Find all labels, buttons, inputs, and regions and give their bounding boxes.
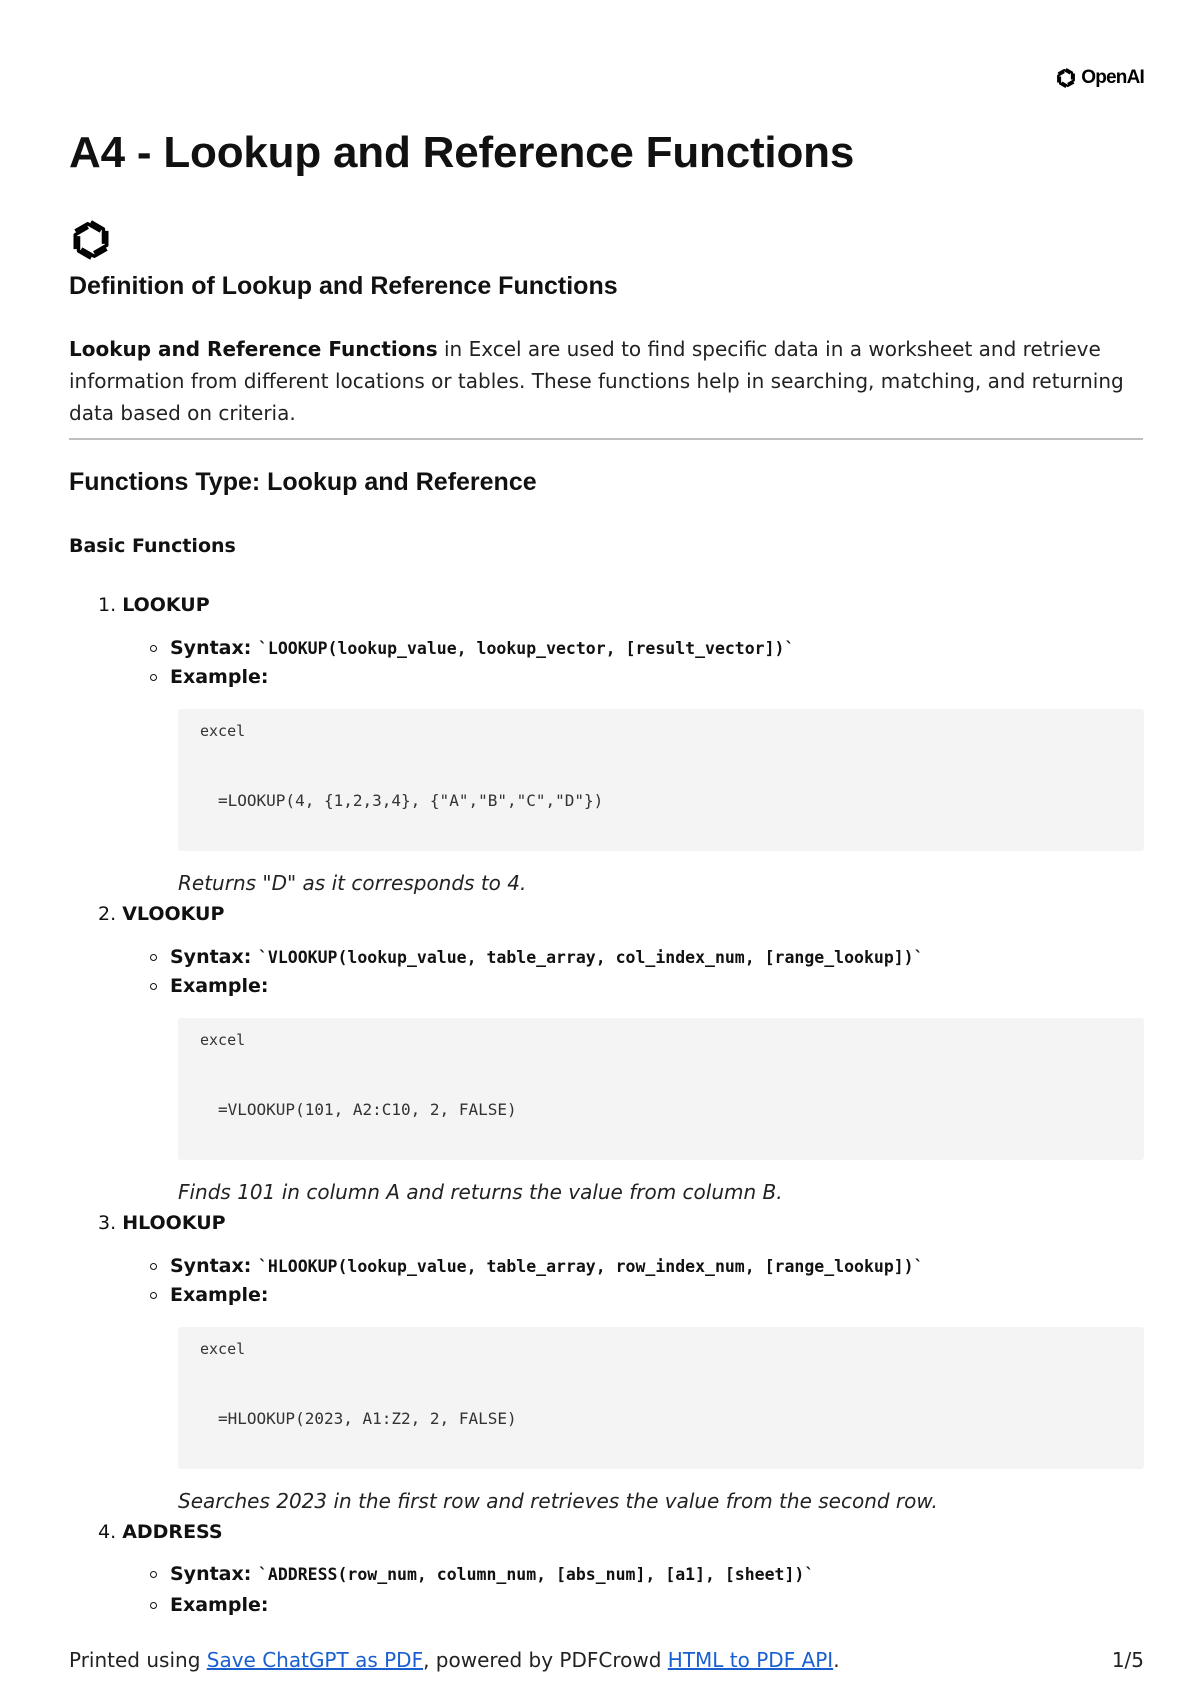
example-label: Example <box>170 1594 261 1616</box>
definition-paragraph <box>69 333 1149 429</box>
function-title-vlookup <box>98 903 224 925</box>
code-block-hlookup[interactable] <box>178 1327 1144 1469</box>
function-name: VLOOKUP <box>122 903 225 925</box>
list-number: 4. <box>98 1521 117 1543</box>
syntax-bullet-vlookup: Syntax : `VLOOKUP(lookup_value, table_array, col_index_num, [range_lookup])` <box>150 946 924 968</box>
logo-wordmark: OpenAI <box>1081 67 1144 88</box>
list-number: 3. <box>98 1212 117 1234</box>
circle-bullet-icon <box>150 674 157 681</box>
circle-bullet-icon <box>150 645 157 652</box>
example-note-lookup: Returns "D" as it corresponds to 4. <box>178 871 527 895</box>
syntax-bullet-address: Syntax : `ADDRESS(row_num, column_num, [abs_num], [a1], [sheet])` <box>150 1563 814 1585</box>
code-content: =HLOOKUP(2023, A1:Z2, 2, FALSE) <box>218 1409 517 1428</box>
definition-bold-lead: Lookup and Reference Functions <box>69 337 438 361</box>
section-divider <box>69 438 1143 440</box>
code-block-lookup[interactable] <box>178 709 1144 851</box>
syntax-code: `VLOOKUP(lookup_value, table_array, col_index_num, [range_lookup])` <box>257 947 924 967</box>
syntax-bullet-hlookup: Syntax : `HLOOKUP(lookup_value, table_array, row_index_num, [range_lookup])` <box>150 1255 924 1277</box>
openai-logo <box>1054 66 1144 90</box>
syntax-code: `LOOKUP(lookup_value, lookup_vector, [result_vector])` <box>257 638 795 658</box>
code-content: =LOOKUP(4, {1,2,3,4}, {"A","B","C","D"}) <box>218 791 604 810</box>
functions-type-heading: Functions Type: Lookup and Reference <box>69 468 537 496</box>
definition-text: in Excel are used to find specific data in a worksheet and retrieve information from different locations or tables. These functions help in searching, matching, and returning data based on criteria. <box>69 337 1124 425</box>
html-to-pdf-api-link[interactable]: HTML to PDF API <box>667 1648 834 1672</box>
function-name: LOOKUP <box>122 594 210 616</box>
save-chatgpt-pdf-link[interactable]: Save ChatGPT as PDF <box>206 1648 424 1672</box>
syntax-label: Syntax <box>170 1563 244 1585</box>
syntax-label: Syntax <box>170 946 244 968</box>
syntax-label: Syntax <box>170 637 244 659</box>
function-name: ADDRESS <box>122 1521 223 1543</box>
footer-prefix: Printed using <box>69 1648 207 1672</box>
page-number: 1/5 <box>1111 1648 1144 1672</box>
syntax-bullet-lookup: Syntax : `LOOKUP(lookup_value, lookup_vector, [result_vector])` <box>150 637 794 659</box>
circle-bullet-icon <box>150 1571 157 1578</box>
function-title-hlookup <box>98 1212 226 1234</box>
circle-bullet-icon <box>150 1263 157 1270</box>
footer-middle: , powered by PDFCrowd <box>423 1648 668 1672</box>
circle-bullet-icon <box>150 1602 157 1609</box>
example-note-vlookup: Finds 101 in column A and returns the value from column B. <box>178 1180 783 1204</box>
example-label: Example <box>170 975 261 997</box>
page-title: A4 - Lookup and Reference Functions <box>69 128 855 177</box>
circle-bullet-icon <box>150 983 157 990</box>
print-footer <box>69 1648 840 1672</box>
basic-functions-heading: Basic Functions <box>69 535 236 557</box>
syntax-code: `HLOOKUP(lookup_value, table_array, row_index_num, [range_lookup])` <box>257 1256 924 1276</box>
code-language-label: excel <box>200 1031 246 1049</box>
example-bullet-vlookup: Example : <box>150 975 268 997</box>
example-label: Example <box>170 666 261 688</box>
example-label: Example <box>170 1284 261 1306</box>
function-title-address <box>98 1521 223 1543</box>
syntax-label: Syntax <box>170 1255 244 1277</box>
definition-heading: Definition of Lookup and Reference Functions <box>69 272 618 300</box>
footer-suffix: . <box>833 1648 840 1672</box>
function-title-lookup <box>98 594 210 616</box>
chatgpt-icon <box>68 217 114 263</box>
example-note-hlookup: Searches 2023 in the first row and retrieves the value from the second row. <box>178 1489 938 1513</box>
circle-bullet-icon <box>150 1292 157 1299</box>
example-bullet-hlookup: Example : <box>150 1284 268 1306</box>
function-name: HLOOKUP <box>122 1212 226 1234</box>
syntax-code: `ADDRESS(row_num, column_num, [abs_num], [a1], [sheet])` <box>257 1564 815 1584</box>
list-number: 2. <box>98 903 117 925</box>
example-bullet-address: Example : <box>150 1594 268 1616</box>
code-content: =VLOOKUP(101, A2:C10, 2, FALSE) <box>218 1100 517 1119</box>
list-number: 1. <box>98 594 117 616</box>
openai-knot-icon <box>1054 66 1078 90</box>
example-bullet-lookup: Example : <box>150 666 268 688</box>
code-language-label: excel <box>200 722 246 740</box>
circle-bullet-icon <box>150 954 157 961</box>
code-language-label: excel <box>200 1340 246 1358</box>
code-block-vlookup[interactable] <box>178 1018 1144 1160</box>
